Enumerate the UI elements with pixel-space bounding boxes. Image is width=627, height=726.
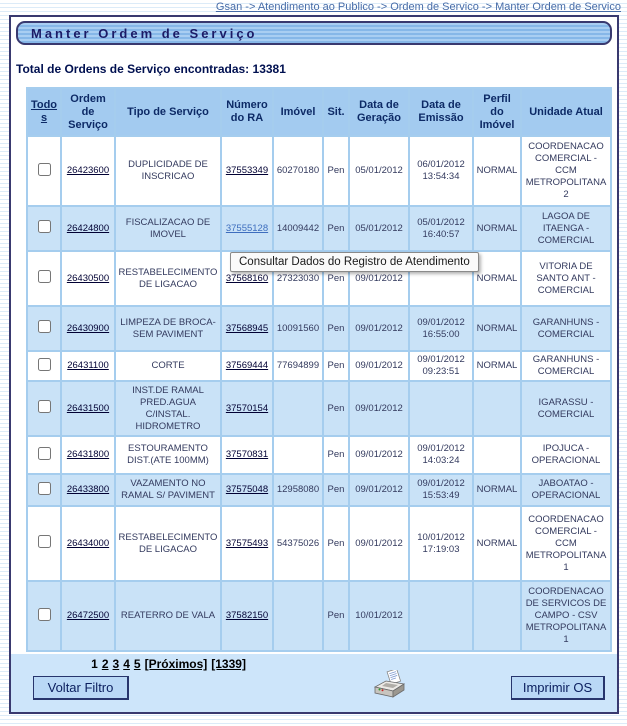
cell-sit: Pen (323, 351, 349, 381)
cell-tipo: RESTABELECIMENTO DE LIGACAO (115, 506, 221, 581)
page-title-bar (16, 21, 612, 45)
cell-ordem (61, 436, 115, 474)
cell-geracao: 09/01/2012 (349, 251, 409, 306)
cell-unidade: COORDENACAO DE SERVICOS DE CAMPO - CSV METROPOLITANA 1 (521, 581, 611, 651)
cell-ra-link[interactable]: 37568945 (225, 322, 269, 334)
cell-ra (221, 474, 273, 506)
cell-ordem-link[interactable]: 26433800 (66, 484, 110, 495)
results-summary-label: Total de Ordens de Serviço encontradas: (16, 62, 250, 76)
cell-tipo: FISCALIZACAO DE IMOVEL (115, 206, 221, 251)
cell-ordem-link[interactable]: 26423600 (66, 165, 110, 176)
breadcrumb (216, 1, 621, 13)
results-summary (16, 62, 617, 76)
cell-ra-link[interactable]: 37568160 (225, 272, 269, 284)
cell-select (27, 474, 61, 506)
cell-tipo: INST.DE RAMAL PRED.AGUA C/INSTAL. HIDROMETRO (115, 381, 221, 436)
cell-geracao: 09/01/2012 (349, 436, 409, 474)
cell-select (27, 381, 61, 436)
column-header: Data de Geração (349, 88, 409, 136)
cell-unidade: GARANHUNS - COMERCIAL (521, 306, 611, 351)
cell-sit: Pen (323, 581, 349, 651)
row-checkbox[interactable] (38, 400, 51, 413)
cell-imovel (273, 381, 323, 436)
row-checkbox[interactable] (38, 608, 51, 621)
row-checkbox[interactable] (38, 482, 51, 495)
cell-ra (221, 206, 273, 251)
cell-tipo: DUPLICIDADE DE INSCRICAO (115, 136, 221, 206)
cell-ra (221, 351, 273, 381)
cell-ra-link[interactable]: 37570831 (225, 449, 269, 460)
cell-unidade: COORDENACAO COMERCIAL - CCM METROPOLITANA 2 (521, 136, 611, 206)
cell-ordem-link[interactable]: 26472500 (66, 610, 110, 621)
cell-imovel: 14009442 (273, 206, 323, 251)
cell-tipo: RESTABELECIMENTO DE LIGACAO (115, 251, 221, 306)
cell-imovel: 77694899 (273, 351, 323, 381)
cell-imovel: 10091560 (273, 306, 323, 351)
row-checkbox[interactable] (38, 535, 51, 548)
pagination-page-link[interactable]: 3 (112, 657, 120, 671)
cell-unidade: JABOATAO - OPERACIONAL (521, 474, 611, 506)
cell-ordem-link[interactable]: 26431500 (66, 402, 110, 414)
cell-perfil: NORMAL (473, 136, 521, 206)
column-header (27, 88, 61, 136)
cell-ordem (61, 381, 115, 436)
cell-ra (221, 436, 273, 474)
breadcrumb-separator: -> (242, 1, 258, 13)
breadcrumb-link[interactable]: Ordem de Servico (390, 1, 479, 13)
cell-tipo: ESTOURAMENTO DIST.(ATE 100MM) (115, 436, 221, 474)
cell-imovel: 60270180 (273, 136, 323, 206)
cell-geracao: 09/01/2012 (349, 351, 409, 381)
results-summary-value: 13381 (252, 62, 286, 76)
cell-ordem-link[interactable]: 26431800 (66, 449, 110, 460)
column-header: Número do RA (221, 88, 273, 136)
cell-unidade: LAGOA DE ITAENGA - COMERCIAL (521, 206, 611, 251)
pagination-page-link[interactable]: 2 (101, 657, 109, 671)
cell-select (27, 581, 61, 651)
cell-imovel (273, 436, 323, 474)
cell-perfil: NORMAL (473, 506, 521, 581)
cell-unidade: VITORIA DE SANTO ANT - COMERCIAL (521, 251, 611, 306)
cell-tipo: LIMPEZA DE BROCA-SEM PAVIMENT (115, 306, 221, 351)
cell-unidade: GARANHUNS - COMERCIAL (521, 351, 611, 381)
cell-ordem (61, 251, 115, 306)
pagination (11, 657, 326, 671)
cell-sit: Pen (323, 506, 349, 581)
cell-sit: Pen (323, 206, 349, 251)
cell-ordem-link[interactable]: 26430900 (66, 322, 110, 334)
table-body (27, 136, 611, 651)
breadcrumb-separator: -> (478, 1, 496, 13)
cell-select (27, 251, 61, 306)
cell-emissao: 09/01/2012 16:55:00 (409, 306, 473, 351)
table-row (27, 436, 611, 474)
cell-imovel: 54375026 (273, 506, 323, 581)
cell-select (27, 351, 61, 381)
column-header: Sit. (323, 88, 349, 136)
cell-emissao: 05/01/2012 16:40:57 (409, 206, 473, 251)
cell-ra-link[interactable]: 37575048 (225, 484, 269, 495)
cell-ra (221, 306, 273, 351)
row-checkbox[interactable] (38, 320, 51, 333)
cell-ordem (61, 351, 115, 381)
cell-sit: Pen (323, 306, 349, 351)
cell-ordem-link[interactable]: 26431100 (67, 360, 109, 371)
cell-ra (221, 136, 273, 206)
cell-ordem (61, 506, 115, 581)
cell-imovel (273, 581, 323, 651)
cell-perfil: NORMAL (473, 306, 521, 351)
cell-geracao: 05/01/2012 (349, 136, 409, 206)
cell-emissao: 06/01/2012 13:54:34 (409, 136, 473, 206)
column-header: Perfil do Imóvel (473, 88, 521, 136)
cell-perfil: NORMAL (473, 474, 521, 506)
cell-sit: Pen (323, 381, 349, 436)
table-row (27, 306, 611, 351)
cell-sit: Pen (323, 474, 349, 506)
cell-geracao: 09/01/2012 (349, 474, 409, 506)
row-checkbox[interactable] (38, 163, 51, 176)
column-header: Imóvel (273, 88, 323, 136)
table-row (27, 506, 611, 581)
cell-perfil: NORMAL (473, 351, 521, 381)
cell-sit: Pen (323, 251, 349, 306)
cell-unidade: IGARASSU - COMERCIAL (521, 381, 611, 436)
table-row (27, 474, 611, 506)
cell-geracao: 09/01/2012 (349, 506, 409, 581)
cell-perfil (473, 381, 521, 436)
column-header: Ordem de Serviço (61, 88, 115, 136)
breadcrumb-link[interactable]: Atendimento ao Publico (257, 1, 374, 13)
select-all-link[interactable]: Todos (30, 99, 58, 124)
voltar-filtro-button[interactable]: Voltar Filtro (33, 676, 129, 700)
row-checkbox[interactable] (38, 270, 51, 283)
cell-geracao: 09/01/2012 (349, 381, 409, 436)
cell-emissao: 09/01/2012 14:03:24 (409, 436, 473, 474)
cell-ra-link[interactable]: 37582150 (225, 610, 269, 621)
cell-select (27, 306, 61, 351)
cell-select (27, 506, 61, 581)
breadcrumb-separator: -> (374, 1, 391, 13)
cell-perfil (473, 436, 521, 474)
cell-ra-link[interactable]: 37569444 (225, 360, 269, 371)
footer-bar (11, 654, 617, 712)
cell-imovel: 12958080 (273, 474, 323, 506)
cell-ordem (61, 474, 115, 506)
cell-perfil: NORMAL (473, 251, 521, 306)
table-row (27, 381, 611, 436)
cell-ra (221, 506, 273, 581)
table-row (27, 581, 611, 651)
cell-imovel: 27323030 (273, 251, 323, 306)
cell-ra-link[interactable]: 37570154 (225, 402, 269, 414)
main-frame (9, 15, 619, 714)
pagination-page-link[interactable]: 4 (123, 657, 130, 671)
cell-ra (221, 381, 273, 436)
cell-select (27, 136, 61, 206)
service-orders-table (26, 87, 612, 652)
page-title: Manter Ordem de Serviço (31, 25, 258, 41)
cell-tipo: VAZAMENTO NO RAMAL S/ PAVIMENT (115, 474, 221, 506)
cell-select (27, 436, 61, 474)
imprimir-os-button[interactable]: Imprimir OS (511, 676, 605, 700)
printer-icon[interactable] (373, 670, 407, 705)
cell-emissao: 10/01/2012 17:19:03 (409, 506, 473, 581)
cell-geracao: 09/01/2012 (349, 306, 409, 351)
column-header: Tipo de Serviço (115, 88, 221, 136)
table-header-row (27, 88, 611, 136)
tooltip: Consultar Dados do Registro de Atendimento (230, 252, 479, 272)
breadcrumb-link[interactable]: Gsan (215, 1, 243, 13)
cell-ordem (61, 206, 115, 251)
pagination-page-link[interactable]: 5 (133, 657, 141, 671)
cell-emissao (409, 581, 473, 651)
cell-sit: Pen (323, 136, 349, 206)
table-row (27, 136, 611, 206)
cell-sit: Pen (323, 436, 349, 474)
cell-ordem (61, 136, 115, 206)
pagination-current-page: 1 (91, 657, 98, 671)
cell-unidade: IPOJUCA - OPERACIONAL (521, 436, 611, 474)
table-row (27, 206, 611, 251)
row-checkbox[interactable] (38, 358, 51, 371)
breadcrumb-link[interactable]: Manter Ordem de Servico (495, 1, 621, 13)
pagination-last-page-link[interactable]: [1339] (211, 657, 246, 671)
cell-ordem (61, 306, 115, 351)
cell-unidade: COORDENACAO COMERCIAL - CCM METROPOLITANA 1 (521, 506, 611, 581)
cell-ordem (61, 581, 115, 651)
footer-buttons-row (11, 676, 617, 704)
cell-ra (221, 581, 273, 651)
cell-ra-link[interactable]: 37555128 (225, 222, 269, 234)
cell-select (27, 206, 61, 251)
cell-ordem-link[interactable]: 26424800 (66, 222, 110, 234)
cell-emissao: 09/01/2012 09:23:51 (409, 351, 473, 381)
cell-tipo: CORTE (115, 351, 221, 381)
cell-emissao: 09/01/2012 15:53:49 (409, 474, 473, 506)
cell-emissao (409, 381, 473, 436)
cell-tipo: REATERRO DE VALA (115, 581, 221, 651)
cell-ordem-link[interactable]: 26430500 (66, 272, 110, 284)
cell-geracao: 10/01/2012 (349, 581, 409, 651)
row-checkbox[interactable] (38, 447, 51, 460)
column-header: Data de Emissão (409, 88, 473, 136)
cell-ordem-link[interactable]: 26434000 (66, 537, 110, 549)
cell-ra-link[interactable]: 37553349 (225, 165, 269, 176)
cell-ra-link[interactable]: 37575493 (225, 537, 269, 549)
column-header: Unidade Atual (521, 88, 611, 136)
pagination-proximos-link[interactable]: [Próximos] (144, 657, 208, 671)
cell-geracao: 05/01/2012 (349, 206, 409, 251)
table-row (27, 351, 611, 381)
cell-perfil: NORMAL (473, 206, 521, 251)
cell-perfil (473, 581, 521, 651)
row-checkbox[interactable] (38, 220, 51, 233)
